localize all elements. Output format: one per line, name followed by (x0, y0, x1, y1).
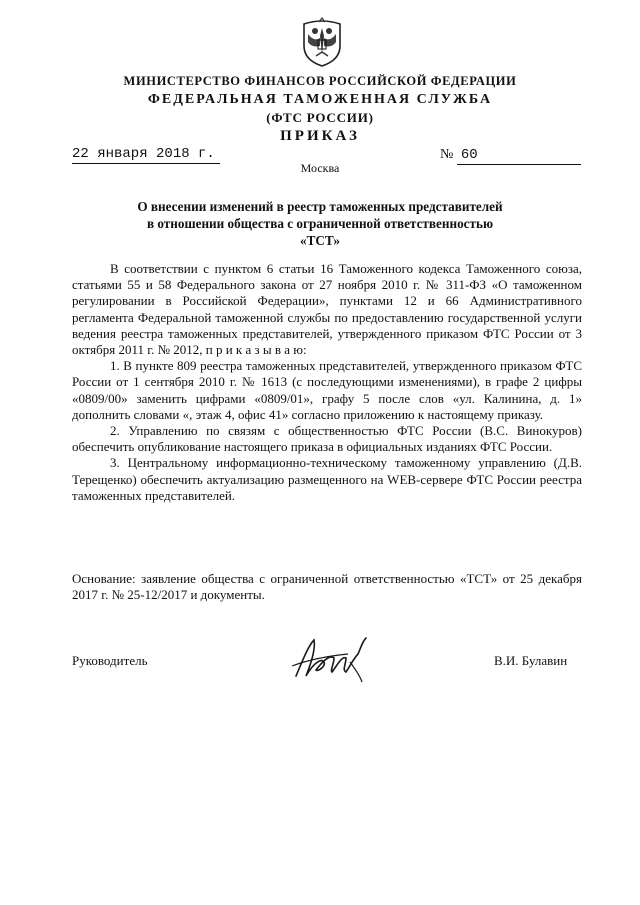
document-body (72, 261, 582, 504)
service-name: ФЕДЕРАЛЬНАЯ ТАМОЖЕННАЯ СЛУЖБА (147, 92, 493, 107)
service-short-name: (ФТС РОССИИ) (266, 110, 374, 125)
document-city: Москва (300, 161, 340, 175)
order-item-1: 1. В пункте 809 реестра таможенных представителей, утвержденного приказом ФТС России от 1 сентября 2010 г. № 1613 (с последующими изменениями), в графе 2 цифры «0809/00» заменить цифрами «0809/01», графу 5 после слов «ул. Калинина, д. 1» дополнить словами «, этаж 4, офис 41» согласно приложению к настоящему приказу. (72, 358, 582, 422)
handwritten-signature (288, 632, 378, 684)
document-type: ПРИКАЗ (280, 128, 360, 144)
signatory-name: В.И. Булавин (494, 653, 568, 668)
preamble-paragraph: В соответствии с пунктом 6 статьи 16 Таможенного кодекса Таможенного союза, статьями 55 и 58 Федерального закона от 27 ноября 2010 г. № 311-ФЗ «О таможенном регулировании в Российской Федерации», пунктами 12 и 66 Административного регламента Федеральной таможенной службы по предоставлению государственной услуги ведения реестра таможенных представителей, утвержденного приказом ФТС России от 3 октября 2011 г. № 2012, п р и к а з ы в а ю: (72, 261, 582, 358)
signatory-role: Руководитель (72, 653, 148, 668)
russian-coat-of-arms-icon (300, 16, 344, 68)
title-line-2: в отношении общества с ограниченной ответственностью (146, 216, 494, 231)
title-line-1: О внесении изменений в реестр таможенных представителей (137, 199, 503, 214)
document-date: 22 января 2018 г. (72, 146, 220, 164)
order-item-2: 2. Управлению по связям с общественностью ФТС России (В.С. Винокуров) обеспечить опубликование настоящего приказа в официальных изданиях ФТС России. (72, 423, 582, 455)
ministry-name: МИНИСТЕРСТВО ФИНАНСОВ РОССИЙСКОЙ ФЕДЕРАЦИИ (123, 74, 517, 88)
basis-paragraph: Основание: заявление общества с ограниченной ответственностью «ТСТ» от 25 декабря 2017 г. № 25-12/2017 и документы. (72, 571, 582, 603)
document-title (0, 198, 640, 249)
order-item-3: 3. Центральному информационно-техническому таможенному управлению (Д.В. Терещенко) обеспечить актуализацию размещенного на WEB-сервере ФТС России реестра таможенных представителей. (72, 455, 582, 503)
title-line-3: «ТСТ» (300, 233, 340, 248)
number-prefix: № (440, 147, 454, 162)
document-number: 60 (457, 147, 581, 165)
